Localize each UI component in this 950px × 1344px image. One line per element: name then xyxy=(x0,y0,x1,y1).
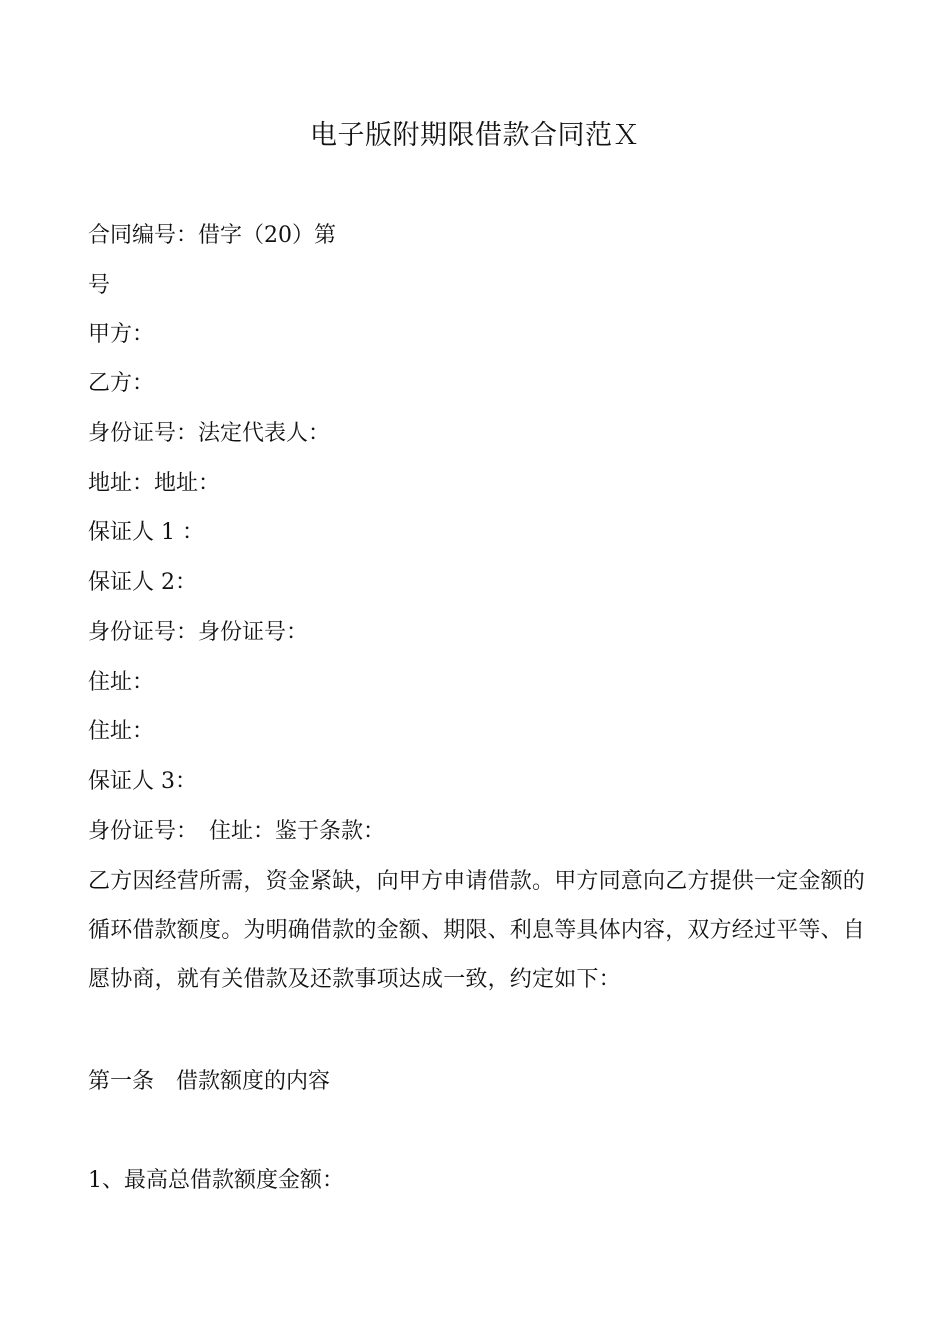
article-1-item-1: 1、最高总借款额度金额： xyxy=(88,1168,344,1193)
guarantor-1-line: 保证人 1 ： xyxy=(88,520,204,545)
guarantor-3-id-address-recitals-line: 身份证号： 住址：鉴于条款： xyxy=(88,819,386,844)
residence-line-1: 住址： xyxy=(88,670,155,695)
guarantor-id-numbers-line: 身份证号：身份证号： xyxy=(88,620,309,645)
contract-number-line: 合同编号：借字（20）第 xyxy=(88,223,336,248)
guarantor-2-line: 保证人 2： xyxy=(88,570,197,595)
party-b-line: 乙方： xyxy=(88,371,155,396)
residence-line-2: 住址： xyxy=(88,719,155,744)
preamble-paragraph: 乙方因经营所需，资金紧缺，向甲方申请借款。甲方同意向乙方提供一定金额的循环借款额度。为明确借款的金额、期限、利息等具体内容，双方经过平等、自愿协商，就有关借款及还款事项达成一致，约定如下： xyxy=(88,869,866,992)
contract-number-suffix: 号 xyxy=(88,273,111,298)
document-title: 电子版附期限借款合同范Ｘ xyxy=(310,120,640,151)
id-and-legal-representative-line: 身份证号：法定代表人： xyxy=(88,421,331,446)
address-line: 地址：地址： xyxy=(88,471,221,496)
guarantor-3-line: 保证人 3： xyxy=(88,769,197,794)
party-a-line: 甲方： xyxy=(88,322,155,347)
article-1-heading: 第一条 借款额度的内容 xyxy=(88,1069,331,1094)
